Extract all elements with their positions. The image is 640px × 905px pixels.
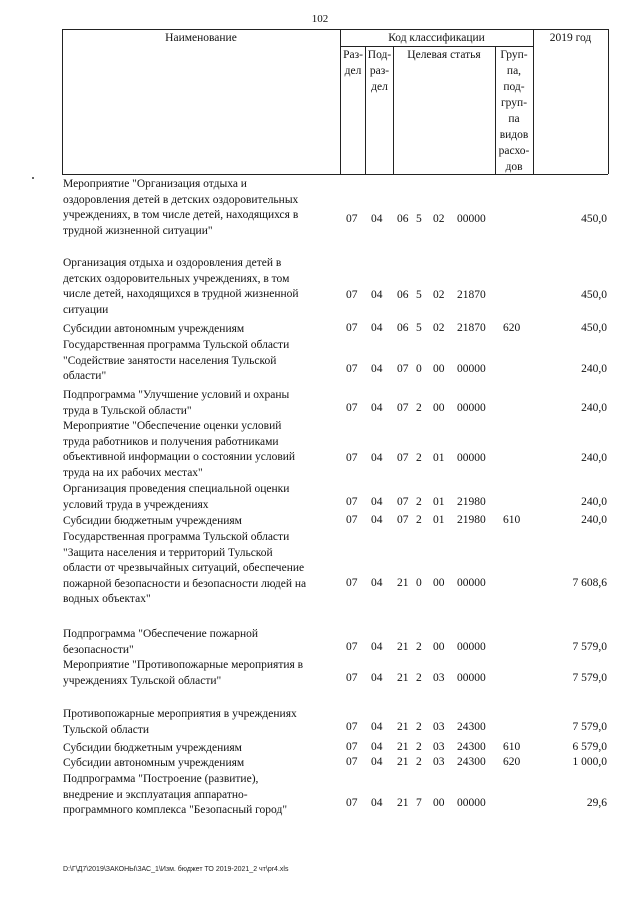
row-sum: 7 608,6 [572,576,607,589]
row-sum: 240,0 [581,401,607,414]
row-t2: 2 [416,401,422,414]
row-t2: 5 [416,288,422,301]
row-name-line: безопасности" [63,643,134,656]
row-name-line: Организация проведения специальной оценки [63,483,290,495]
row-name-line: трудной жизненной ситуации" [63,224,213,237]
row-name [63,756,343,772]
row-t2: 2 [416,756,422,768]
row-name-line: Организация отдыха и оздоровления детей в [63,257,282,269]
row-t2: 2 [416,640,422,653]
row-pod: 04 [371,288,383,301]
row-name [63,388,343,419]
row-t2: 5 [416,322,422,334]
row-t4: 00000 [457,451,486,464]
row-t3: 00 [433,362,445,375]
row-pod: 04 [371,401,383,414]
row-t1: 21 [397,756,409,768]
header-vid-line: видов [499,129,529,141]
row-name [63,177,343,239]
row-sum: 450,0 [581,212,607,225]
row-pod: 04 [371,322,383,334]
row-sum: 450,0 [581,288,607,301]
header-vid-line: груп- [500,97,528,109]
row-name-line: Подпрограмма "Улучшение условий и охраны [63,389,290,401]
row-t2: 7 [416,796,422,809]
row-vid: 610 [503,741,521,753]
row-razdel: 07 [346,796,358,809]
row-sum: 240,0 [581,514,607,526]
file-path-footer: D:\Г\Д7\2019\ЗАКОНЫ\ЗАС_1\Изм. бюджет ТО 2019-2021_2 чт\pr4.xls [63,866,289,873]
row-razdel: 07 [346,212,358,225]
row-t3: 02 [433,288,445,301]
row-sum: 7 579,0 [572,640,607,653]
row-name [63,419,343,481]
header-vid-line: дов [505,161,523,173]
row-t2: 0 [416,362,422,375]
row-t1: 06 [397,212,409,225]
header-vid-line: под- [503,81,525,93]
row-pod: 04 [371,741,383,753]
row-sum: 240,0 [581,451,607,464]
row-t4: 21870 [457,322,486,334]
row-t2: 2 [416,741,422,753]
row-name-line: числе детей, находящихся в трудной жизненной [63,288,299,300]
header-razdel-cell [341,47,365,79]
header-year: 2019 год [549,32,592,44]
row-name [63,514,343,530]
row-name-line: области от чрезвычайных ситуаций, обеспечение [63,562,305,574]
row-name-line: пожарной безопасности и безопасности людей на [63,577,307,590]
header-vid-line: па [508,113,520,125]
row-pod: 04 [371,362,383,375]
header-vid-line: па, [506,65,522,77]
header-podrazdel-line: раз- [369,65,390,77]
row-t4: 21980 [457,514,486,526]
row-pod: 04 [371,576,383,589]
row-razdel: 07 [346,671,358,684]
header-vid-cell [495,47,533,175]
row-pod: 04 [371,671,383,684]
row-t2: 5 [416,212,422,225]
row-razdel: 07 [346,362,358,375]
row-t1: 07 [397,495,409,508]
row-name-line: Субсидии бюджетным учреждениям [63,515,242,527]
row-t2: 0 [416,576,422,589]
header-vid-line: расхо- [498,145,530,157]
row-name-line: Государственная программа Тульской области [63,531,290,543]
header-razdel-line: дел [344,65,362,77]
row-name [63,322,343,338]
row-pod: 04 [371,212,383,225]
row-vid: 610 [503,514,521,526]
row-pod: 04 [371,640,383,653]
row-sum: 240,0 [581,362,607,375]
row-razdel: 07 [346,401,358,414]
row-name-line: труда на их рабочих местах" [63,466,203,479]
stray-mark [32,177,34,179]
row-t1: 21 [397,796,409,809]
row-name-line: области" [63,370,107,382]
row-name [63,741,343,757]
row-t4: 00000 [457,640,486,653]
row-t3: 02 [433,212,445,225]
row-t1: 07 [397,451,409,464]
row-t3: 01 [433,514,445,526]
row-t1: 06 [397,322,409,334]
row-t3: 00 [433,576,445,589]
row-t1: 06 [397,288,409,301]
row-sum: 450,0 [581,322,607,334]
row-name-line: учреждениях Тульской области" [63,674,222,687]
row-name-line: водных объектах" [63,593,151,605]
page-number: 102 [311,13,329,25]
row-pod: 04 [371,514,383,526]
row-t1: 07 [397,362,409,375]
row-vid: 620 [503,322,521,334]
row-razdel: 07 [346,288,358,301]
row-name-line: объективной информации о состоянии условий [63,451,296,463]
row-t3: 03 [433,756,445,768]
row-t2: 2 [416,495,422,508]
row-sum: 29,6 [586,796,607,809]
row-name-line: Противопожарные мероприятия в учреждениях [63,708,297,720]
row-pod: 04 [371,756,383,768]
header-vid-line: Груп- [500,49,528,61]
row-t1: 07 [397,401,409,414]
row-sum: 7 579,0 [572,671,607,684]
row-name [63,627,343,658]
row-name-line: Субсидии автономным учреждениям [63,323,245,335]
header-podrazdel-line: дел [371,81,388,93]
row-pod: 04 [371,495,383,508]
row-pod: 04 [371,720,383,733]
row-t3: 00 [433,796,445,809]
row-t3: 02 [433,322,445,334]
row-t4: 00000 [457,212,486,225]
row-name-line: условий труда в учреждениях [63,498,209,511]
row-t4: 24300 [457,720,486,733]
row-sum: 7 579,0 [572,720,607,733]
header-target: Целевая статья [407,49,481,61]
row-name-line: учреждениях, в том числе детей, находящихся в [63,209,299,221]
row-t4: 24300 [457,756,486,768]
row-name-line: труда в Тульской области" [63,404,192,417]
row-name-line: Мероприятие "Противопожарные мероприятия в [63,659,304,671]
row-pod: 04 [371,451,383,464]
row-name-line: труда работников и получения работниками [63,435,279,448]
row-name-line: Субсидии бюджетным учреждениям [63,742,242,754]
row-razdel: 07 [346,322,358,334]
row-name-line: детских оздоровительных учреждениях, в том [63,272,290,285]
row-sum: 1 000,0 [572,756,607,768]
header-podrazdel-cell [366,47,393,95]
row-razdel: 07 [346,741,358,753]
row-razdel: 07 [346,495,358,508]
row-t2: 2 [416,720,422,733]
row-name-line: "Защита населения и территорий Тульской [63,546,273,559]
row-vid: 620 [503,756,521,768]
row-razdel: 07 [346,451,358,464]
row-name-line: Подпрограмма "Обеспечение пожарной [63,628,259,640]
row-sum: 6 579,0 [572,741,607,753]
row-razdel: 07 [346,756,358,768]
row-t4: 21870 [457,288,486,301]
row-name [63,482,343,513]
row-t1: 21 [397,576,409,589]
row-t3: 03 [433,741,445,753]
row-t4: 00000 [457,671,486,684]
row-t4: 24300 [457,741,486,753]
row-name-line: "Содействие занятости населения Тульской [63,354,277,367]
row-name-line: внедрение и эксплуатация аппаратно- [63,788,248,801]
row-name [63,256,343,318]
row-sum: 240,0 [581,495,607,508]
row-t1: 21 [397,720,409,733]
header-podrazdel-line: Под- [367,49,392,61]
row-name-line: Мероприятие "Организация отдыха и [63,178,247,190]
row-name [63,530,343,608]
row-t1: 21 [397,640,409,653]
row-t4: 21980 [457,495,486,508]
row-pod: 04 [371,796,383,809]
row-razdel: 07 [346,514,358,526]
row-name [63,338,343,385]
row-t2: 2 [416,671,422,684]
row-razdel: 07 [346,640,358,653]
row-t2: 2 [416,514,422,526]
header-razdel-line: Раз- [343,49,363,61]
row-name-line: Субсидии автономным учреждениям [63,757,245,769]
row-name-line: оздоровления детей в детских оздоровительных [63,193,299,206]
row-t4: 00000 [457,796,486,809]
row-t3: 01 [433,495,445,508]
row-name-line: программного комплекса "Безопасный город" [63,804,288,816]
row-name [63,658,343,689]
row-t1: 07 [397,514,409,526]
row-razdel: 07 [346,720,358,733]
row-t4: 00000 [457,576,486,589]
row-t4: 00000 [457,362,486,375]
row-name [63,707,343,738]
row-t3: 03 [433,720,445,733]
header-code: Код классификации [388,32,485,44]
row-t2: 2 [416,451,422,464]
row-t3: 00 [433,640,445,653]
row-name-line: Подпрограмма "Построение (развитие), [63,773,259,785]
row-name-line: Государственная программа Тульской области [63,339,290,351]
row-t3: 03 [433,671,445,684]
row-name-line: Тульской области [63,723,150,736]
row-t3: 01 [433,451,445,464]
row-name-line: Мероприятие "Обеспечение оценки условий [63,420,282,432]
row-t4: 00000 [457,401,486,414]
row-razdel: 07 [346,576,358,589]
row-t1: 21 [397,741,409,753]
row-t1: 21 [397,671,409,684]
row-name-line: ситуации [63,303,109,316]
row-t3: 00 [433,401,445,414]
header-name: Наименование [165,32,237,44]
row-name [63,772,343,819]
